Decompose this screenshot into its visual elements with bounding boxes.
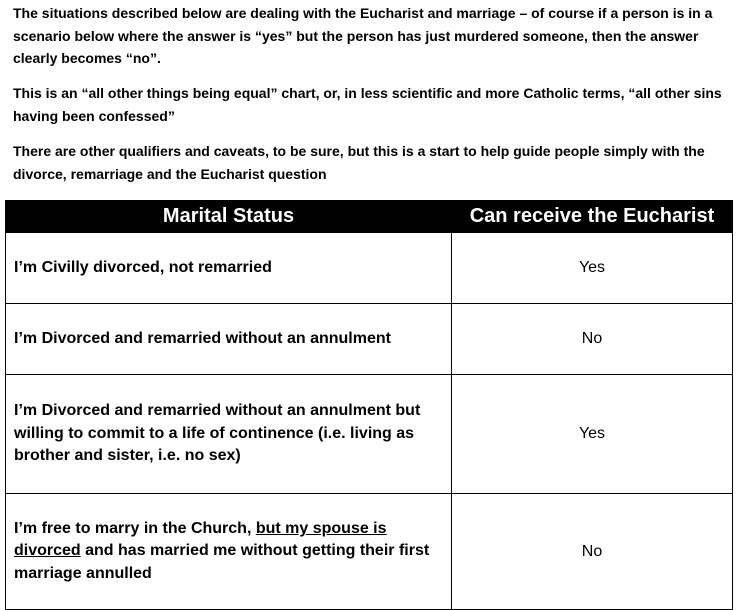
table-row <box>6 233 733 304</box>
answer-cell: Yes <box>452 233 733 304</box>
answer-cell: Yes <box>452 375 733 494</box>
marital-status-cell: I’m Divorced and remarried without an annulment <box>6 304 452 375</box>
header-marital-status: Marital Status <box>6 201 452 233</box>
intro-paragraph-1: The situations described below are dealing with the Eucharist and marriage – of course if a person is in a scenario below where the answer is “yes” but the person has just murdered someone, then the answer clearly becomes “no”. <box>13 5 713 66</box>
table-row <box>6 494 733 610</box>
table-header-row <box>6 201 733 233</box>
status-text-after: and has married me without getting their first marriage annulled <box>14 542 430 582</box>
intro-paragraph-2: This is an “all other things being equal” chart, or, in less scientific and more Catholic terms, “all other sins having been confessed” <box>13 85 722 124</box>
intro-paragraph-3: There are other qualifiers and caveats, to be sure, but this is a start to help guide people simply with the divorce, remarriage and the Eucharist question <box>13 143 705 182</box>
status-text-before: I’m free to marry in the Church, <box>14 519 256 537</box>
eucharist-marital-status-table <box>5 200 733 610</box>
marital-status-cell: I’m Civilly divorced, not remarried <box>6 233 452 304</box>
table-row <box>6 304 733 375</box>
table-row <box>6 375 733 494</box>
marital-status-cell <box>6 494 452 610</box>
answer-cell: No <box>452 494 733 610</box>
answer-cell: No <box>452 304 733 375</box>
status-text-underlined: but my spouse is divorced <box>14 519 387 560</box>
marital-status-cell: I’m Divorced and remarried without an annulment but willing to commit to a life of continence (i.e. living as brother and sister, i.e. no sex) <box>6 375 452 494</box>
header-can-receive-eucharist: Can receive the Eucharist <box>452 201 733 233</box>
